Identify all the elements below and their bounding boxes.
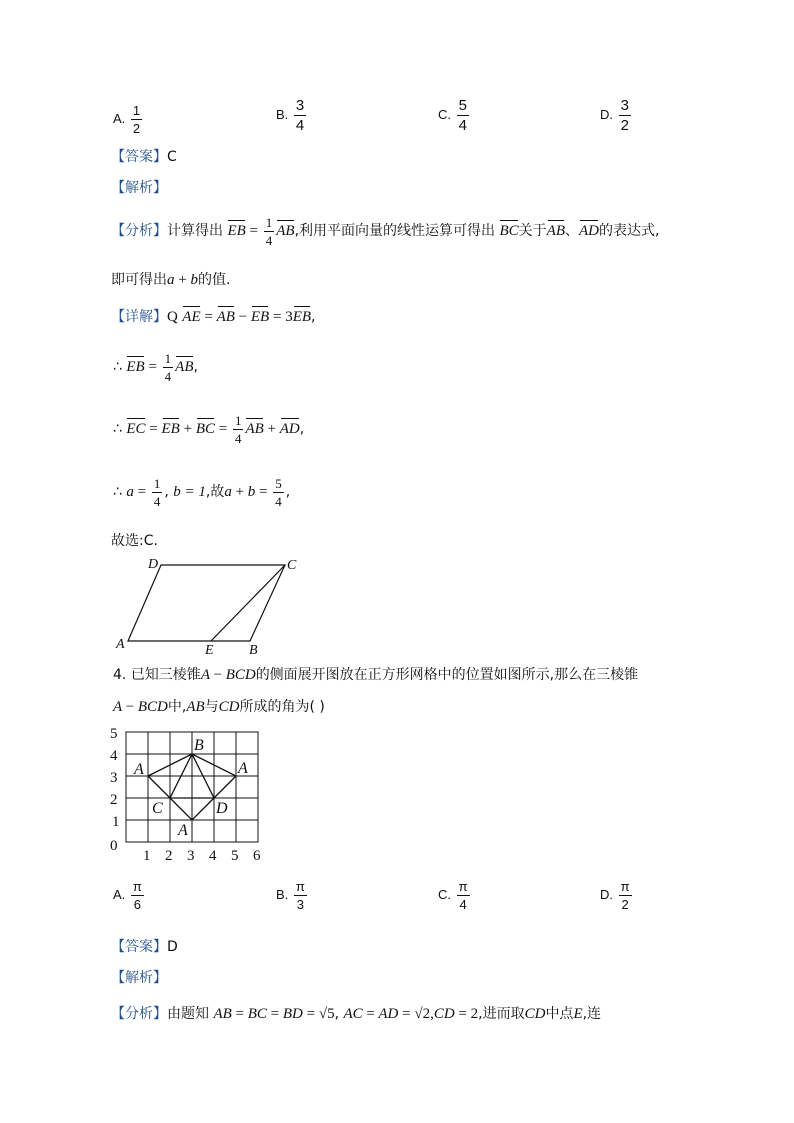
label-e: E	[205, 643, 214, 656]
q4-analysis-line1: 【分析】由题知 AB = BC = BD = √5, AC = AD = √2,CD = 2,进而取CD中点E,连	[111, 1006, 602, 1022]
q4-stem-line2: A − BCD中,AB与CD所成的角为( )	[113, 699, 325, 715]
label-b: B	[249, 643, 258, 656]
q3-detail-line4: ∴ a = $\frac{1}{4}$ , b = 1,故a + b = $\frac{5}{4}$ ,	[113, 476, 291, 509]
q3-answer: 【答案】C	[111, 149, 177, 165]
q3-option-b: B. $\frac{3}{4}$	[276, 97, 305, 134]
x-tick-6: 6	[253, 848, 261, 864]
label-a: A	[116, 637, 125, 652]
label-d: D	[148, 557, 159, 572]
q4-option-d: D. $\frac{\pi}{2}$	[600, 879, 630, 912]
q4-option-c: C. $\frac{\pi}{4}$	[438, 879, 468, 912]
q4-grid-figure	[108, 720, 278, 866]
point-d-label: D	[216, 800, 228, 817]
q4-answer: 【答案】D	[111, 939, 178, 955]
y-tick-3: 3	[110, 770, 118, 786]
q4-option-b: B. $\frac{\pi}{3}$	[276, 879, 305, 912]
q3-analysis-line2: 即可得出a + b的值.	[111, 272, 231, 288]
q3-detail-line1: 【详解】Q AE = AB − EB = 3EB,	[111, 309, 316, 325]
grid-lines	[126, 732, 258, 842]
segment-ec	[211, 565, 285, 641]
y-tick-2: 2	[110, 792, 118, 808]
y-tick-4: 4	[110, 748, 118, 764]
point-c-label: C	[152, 800, 163, 817]
parallelogram-abcd	[128, 565, 285, 641]
q3-detail-line2: ∴ EB = $\frac{1}{4}$ AB,	[113, 351, 198, 384]
q3-analysis-line1: 【分析】计算得出 EB = $\frac{1}{4}$ AB,利用平面向量的线性运算可得出 BC关于AB、AD的表达式,	[111, 215, 660, 248]
q3-detail-line3: ∴ EC = EB + BC = $\frac{1}{4}$ AB + AD,	[113, 413, 305, 446]
x-tick-1: 1	[143, 848, 151, 864]
y-tick-5: 5	[110, 726, 118, 742]
point-a-left-label: A	[134, 761, 144, 778]
y-tick-1: 1	[112, 814, 120, 830]
y-tick-0: 0	[110, 838, 118, 854]
label-c: C	[287, 558, 297, 573]
q3-option-c: C. $\frac{5}{4}$	[438, 97, 467, 134]
q4-stem-line1: 4. 已知三棱锥A − BCD的侧面展开图放在正方形网格中的位置如图所示,那么在三棱锥	[113, 667, 639, 683]
x-tick-5: 5	[231, 848, 239, 864]
q3-option-d: D. $\frac{3}{2}$	[600, 97, 629, 134]
point-b-label: B	[194, 737, 204, 754]
point-a-bottom-label: A	[178, 822, 188, 839]
q3-conclusion: 故选:C.	[111, 533, 158, 549]
point-a-right-label: A	[238, 760, 248, 777]
x-tick-4: 4	[209, 848, 217, 864]
q4-analysis-heading: 【解析】	[111, 970, 167, 986]
q3-option-a: A. $\frac{1}{2}$	[113, 103, 141, 136]
q3-parallelogram-figure	[110, 552, 310, 656]
q3-analysis-heading: 【解析】	[111, 180, 167, 196]
x-tick-2: 2	[165, 848, 173, 864]
x-tick-3: 3	[187, 848, 195, 864]
q4-option-a: A. $\frac{\pi}{6}$	[113, 879, 142, 912]
